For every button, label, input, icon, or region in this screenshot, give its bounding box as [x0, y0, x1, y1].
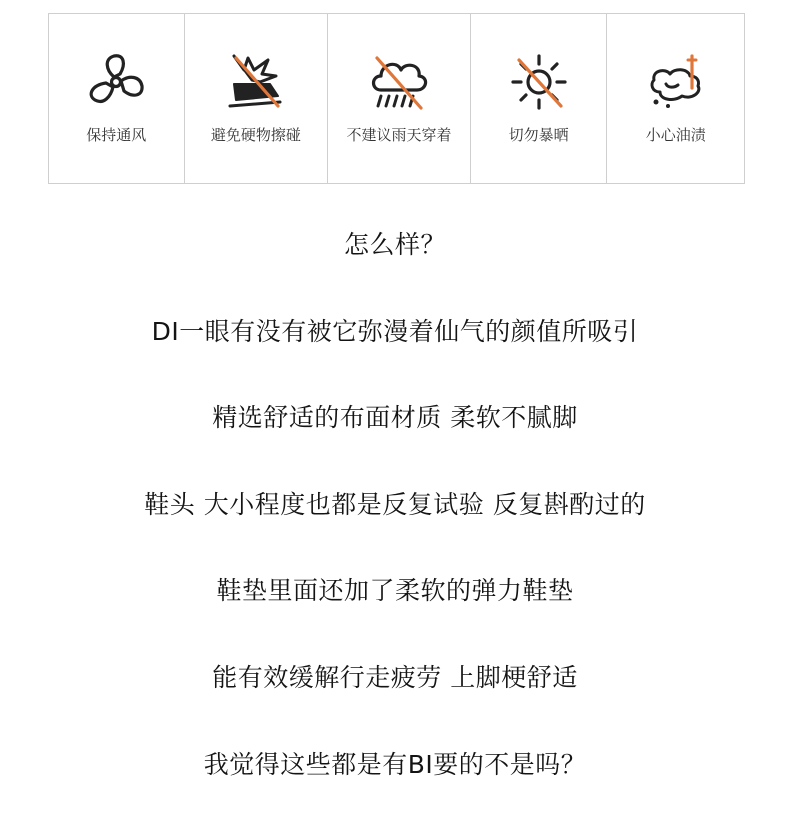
care-label-avoid-scratch: 避免硬物擦碰 [210, 126, 301, 144]
no-sun-icon [507, 50, 571, 114]
oil-stain-icon [644, 50, 708, 114]
no-hard-objects-icon [224, 50, 288, 114]
caption-line-3: 精选舒适的布面材质 柔软不腻脚 [212, 403, 578, 432]
care-label-ventilation: 保持通风 [86, 126, 147, 144]
caption-line-4: 鞋头 大小程度也都是反复试验 反复斟酌过的 [144, 490, 646, 519]
fan-icon [84, 50, 148, 114]
care-item-ventilation [49, 14, 185, 183]
care-label-no-rain: 不建议雨天穿着 [346, 126, 452, 144]
caption-line-7: 我觉得这些都是有BI要的不是吗？ [203, 750, 587, 779]
caption-line-5: 鞋垫里面还加了柔软的弹力鞋垫 [216, 576, 574, 605]
care-instructions-grid [48, 13, 745, 184]
caption-line-1: 怎么样？ [343, 230, 446, 259]
care-label-no-sun: 切勿暴晒 [508, 126, 569, 144]
caption-line-2: DI一眼有没有被它弥漫着仙气的颜值所吸引 [151, 317, 639, 346]
no-rain-icon [367, 50, 431, 114]
care-label-oil-stain: 小心油渍 [645, 126, 706, 144]
care-item-no-sun [471, 14, 608, 183]
caption-line-6: 能有效缓解行走疲劳 上脚梗舒适 [212, 663, 578, 692]
care-item-no-rain [328, 14, 471, 183]
care-item-avoid-scratch [185, 14, 329, 183]
care-item-oil-stain [607, 14, 744, 183]
